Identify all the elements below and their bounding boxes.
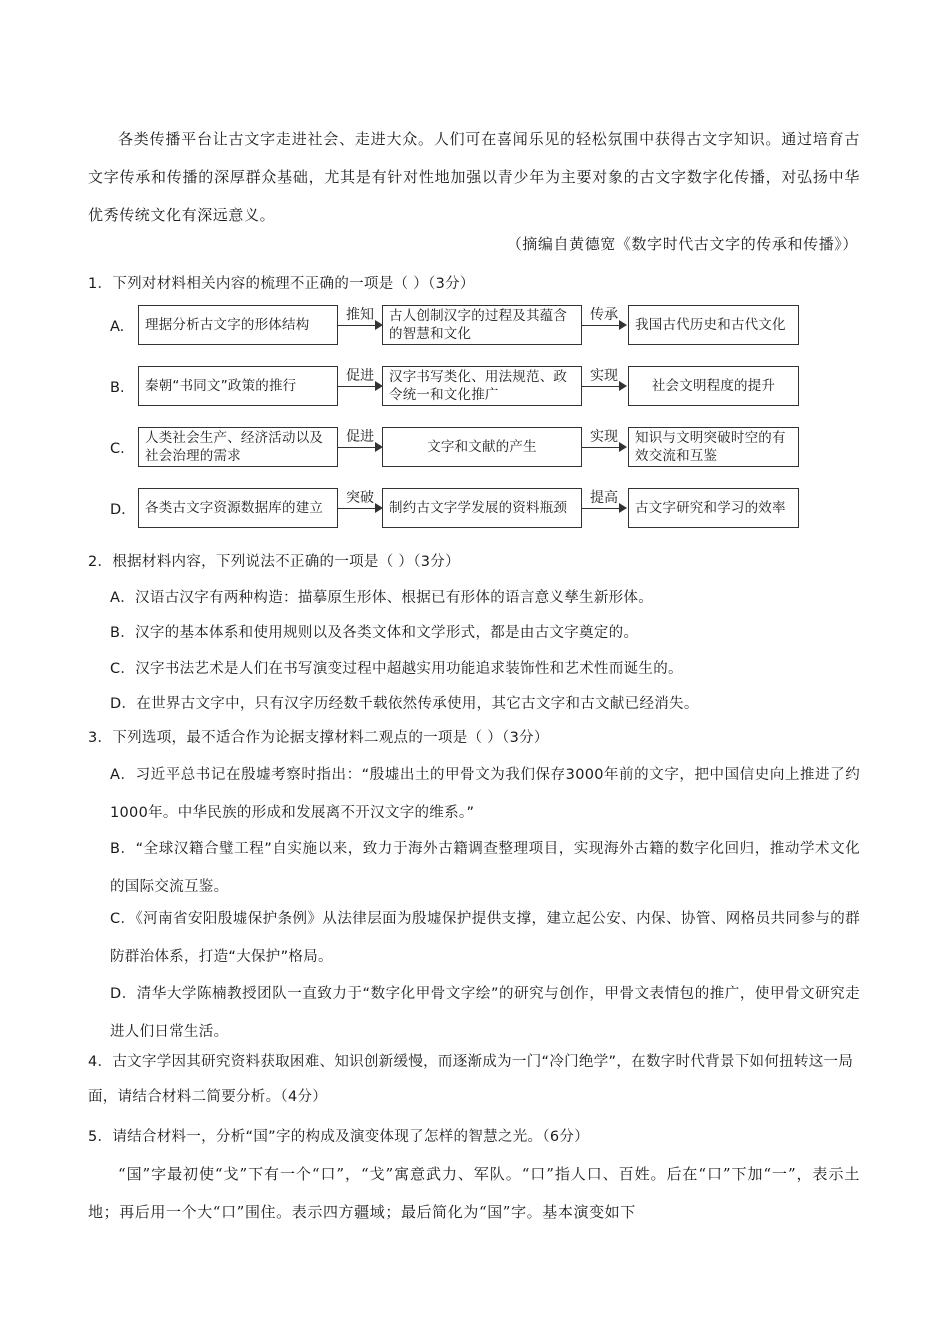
flow-box-2: 文字和文献的产生 — [382, 427, 582, 467]
option-letter: C. — [110, 441, 125, 457]
question-3-option-d: D．清华大学陈楠教授团队一直致力于“数字化甲骨文字绘”的研究与创作，甲骨文表情包的推广，使甲骨文研究走进人们日常生活。 — [110, 986, 860, 1040]
flow-box-2: 制约古文字学发展的资料瓶颈 — [382, 488, 582, 528]
arrow-right-icon — [582, 305, 628, 345]
flow-row-d — [110, 488, 810, 534]
question-3-option-b: B．“全球汉籍合璧工程”自实施以来，致力于海外古籍调查整理项目，实现海外古籍的数字化回归，推动学术文化的国际交流互鉴。 — [110, 841, 860, 895]
flow-row-b — [110, 366, 810, 412]
question-1-stem: 1．下列对材料相关内容的梳理不正确的一项是（ ）（3分） — [88, 276, 475, 292]
arrow-label: 实现 — [590, 368, 618, 384]
flow-box-3: 我国古代历史和古代文化 — [628, 305, 799, 345]
question-5-text: “国”字最初使“戈”下有一个“口”，“戈”寓意武力、军队。“口”指人口、百姓。后在“口”下加“一”，表示土地；再后用一个大“口”围住。表示四方疆域；最后简化为“国”字。基本演变如下 — [88, 1165, 860, 1221]
option-letter: A. — [110, 319, 125, 335]
flow-box-1: 理据分析古文字的形体结构 — [138, 305, 338, 345]
question-4-stem: 4．古文字学因其研究资料获取困难、知识创新缓慢，而逐渐成为一门“冷门绝学”，在数字时代背景下如何扭转这一局面，请结合材料二简要分析。（4分） — [88, 1054, 854, 1105]
passage-source: （摘编自黄德宽《数字时代古文字的传承和传播》） — [506, 235, 858, 253]
arrow-label: 提高 — [590, 490, 618, 506]
flow-box-2: 汉字书写类化、用法规范、政令统一和文化推广 — [382, 366, 582, 406]
arrow-right-icon — [338, 427, 384, 467]
flow-box-1: 人类社会生产、经济活动以及社会治理的需求 — [138, 427, 338, 467]
flow-box-3: 知识与文明突破时空的有效交流和互鉴 — [628, 427, 799, 467]
flow-box-1: 秦朝“书同文”政策的推行 — [138, 366, 338, 406]
question-3-option-a: A．习近平总书记在殷墟考察时指出：“殷墟出土的甲骨文为我们保存3000年前的文字，把中国信史向上推进了约1000年。中华民族的形成和发展离不开汉文字的维系。” — [110, 767, 860, 821]
flow-row-a — [110, 305, 810, 351]
arrow-right-icon — [338, 366, 384, 406]
flow-box-1: 各类古文字资源数据库的建立 — [138, 488, 338, 528]
arrow-label: 突破 — [346, 490, 374, 506]
arrow-label: 推知 — [346, 307, 374, 323]
flow-box-2: 古人创制汉字的过程及其蕴含的智慧和文化 — [382, 305, 582, 345]
arrow-label: 促进 — [346, 368, 374, 384]
arrow-label: 传承 — [590, 307, 618, 323]
question-2-stem: 2．根据材料内容，下列说法不正确的一项是（ ）（3分） — [88, 554, 460, 570]
arrow-right-icon — [582, 427, 628, 467]
arrow-label: 实现 — [590, 429, 618, 445]
flow-box-3: 古文字研究和学习的效率 — [628, 488, 799, 528]
arrow-right-icon — [338, 305, 384, 345]
passage-paragraph: 各类传播平台让古文字走进社会、走进大众。人们可在喜闻乐见的轻松氛围中获得古文字知识。通过培育古文字传承和传播的深厚群众基础，尤其是有针对性地加强以青少年为主要对象的古文字数字化传播，对弘扬中华优秀传统文化有深远意义。 — [88, 130, 860, 224]
arrow-right-icon — [582, 366, 628, 406]
arrow-label: 促进 — [346, 429, 374, 445]
question-2-option-a: A．汉语古汉字有两种构造：描摹原生形体、根据已有形体的语言意义孳生新形体。 — [110, 590, 654, 606]
option-letter: B. — [110, 380, 125, 396]
flow-box-3: 社会文明程度的提升 — [628, 366, 799, 406]
arrow-right-icon — [338, 488, 384, 528]
arrow-right-icon — [582, 488, 628, 528]
question-3-stem: 3．下列选项，最不适合作为论据支撑材料二观点的一项是（ ）（3分） — [88, 730, 549, 746]
question-3-option-c: C．《河南省安阳殷墟保护条例》从法律层面为殷墟保护提供支撑，建立起公安、内保、协管、网格员共同参与的群防群治体系，打造“大保护”格局。 — [110, 911, 860, 965]
question-2-option-d: D．在世界古文字中，只有汉字历经数千载依然传承使用，其它古文字和古文献已经消失。 — [110, 696, 699, 712]
question-2-option-c: C．汉字书法艺术是人们在书写演变过程中超越实用功能追求装饰性和艺术性而诞生的。 — [110, 661, 683, 677]
option-letter: D. — [110, 502, 126, 518]
question-5-stem: 5．请结合材料一，分析“国”字的构成及演变体现了怎样的智慧之光。（6分） — [88, 1129, 590, 1145]
flow-row-c — [110, 427, 810, 473]
question-2-option-b: B．汉字的基本体系和使用规则以及各类文体和文学形式，都是由古文字奠定的。 — [110, 625, 639, 641]
